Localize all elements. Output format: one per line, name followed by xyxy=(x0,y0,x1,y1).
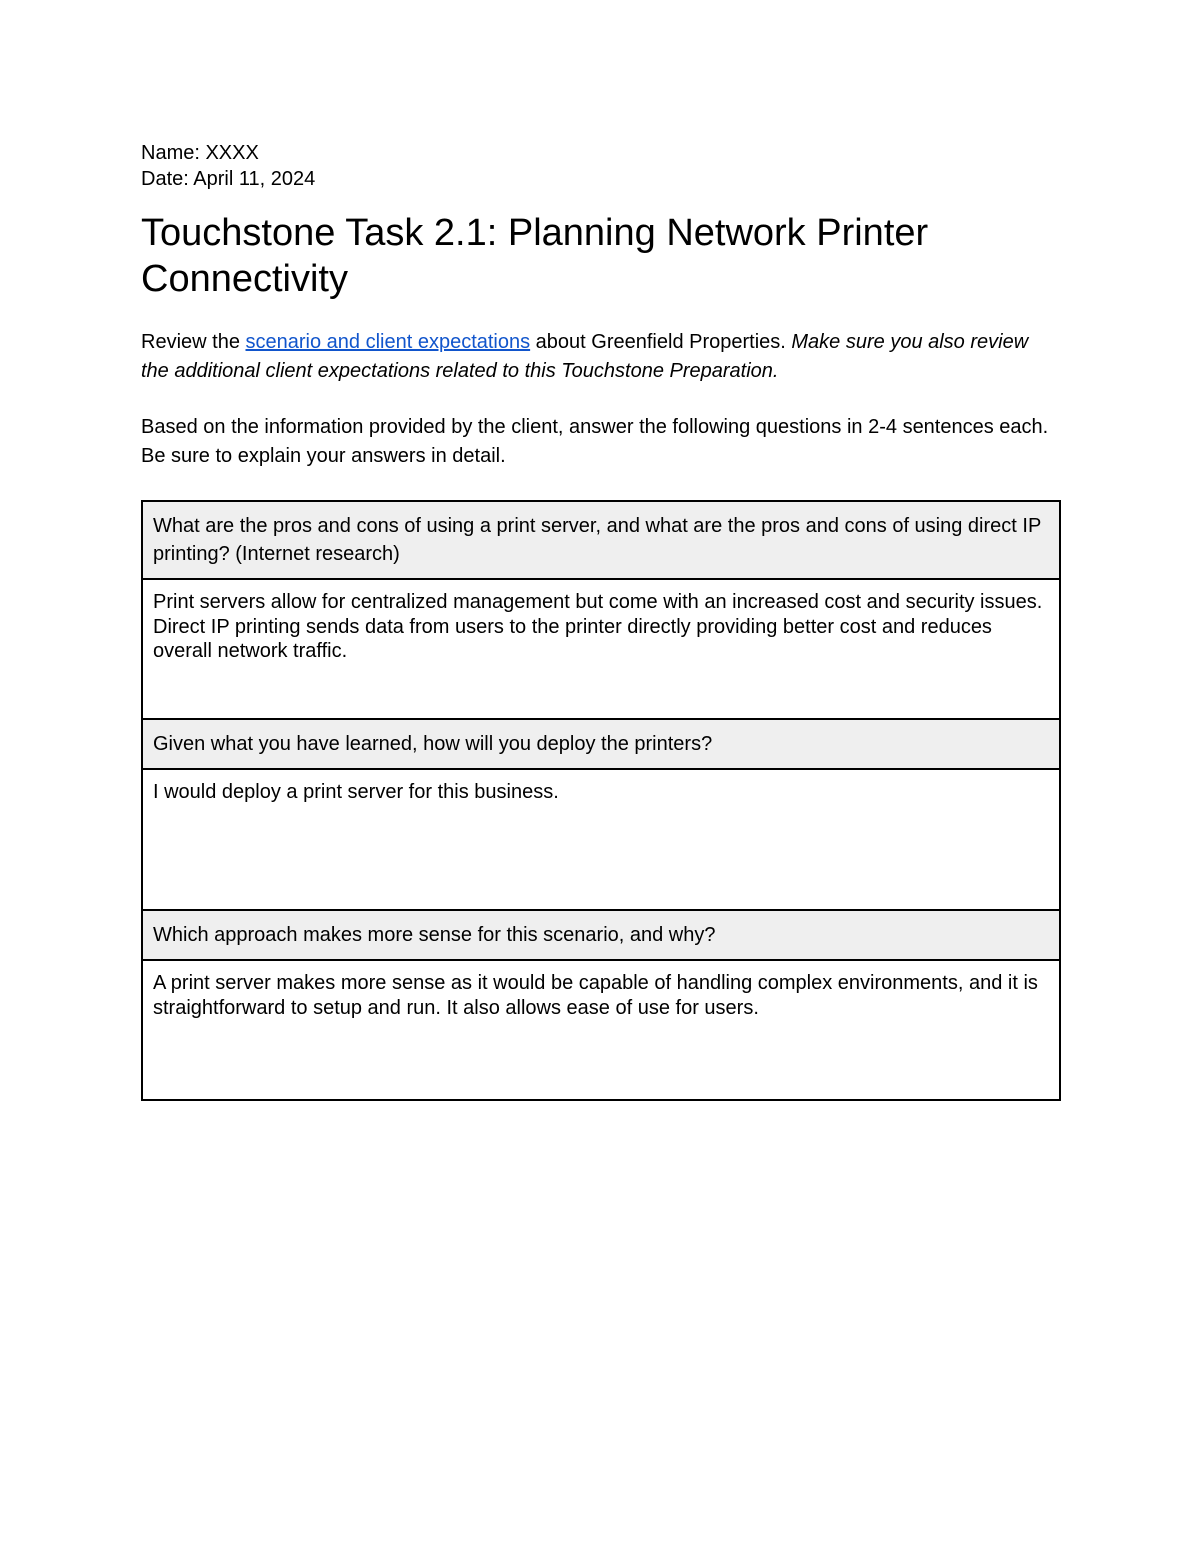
table-row xyxy=(142,501,1060,579)
intro-prefix: Review the xyxy=(141,331,246,353)
answer-1-cell[interactable]: Print servers allow for centralized management but come with an increased cost and security issues. Direct IP printing sends data from users to the printer directly providing better cost and reduces overall network traffic. xyxy=(142,579,1060,719)
instructions-paragraph: Based on the information provided by the client, answer the following questions in 2-4 sentences each. Be sure to explain your answers in detail. xyxy=(141,416,1049,467)
qa-table xyxy=(141,500,1061,1101)
answer-2-cell[interactable]: I would deploy a print server for this business. xyxy=(142,769,1060,910)
intro-suffix: about Greenfield Properties. xyxy=(530,331,792,353)
question-3-cell: Which approach makes more sense for this scenario, and why? xyxy=(142,910,1060,960)
intro-paragraph xyxy=(141,328,1061,385)
document-title: Touchstone Task 2.1: Planning Network Printer Connectivity xyxy=(141,212,929,300)
student-name: Name: XXXX xyxy=(141,142,259,164)
table-row xyxy=(142,719,1060,769)
table-row xyxy=(142,579,1060,719)
table-row xyxy=(142,960,1060,1100)
answer-3-cell[interactable]: A print server makes more sense as it would be capable of handling complex environments, and it is straightforward to setup and run. It also allows ease of use for users. xyxy=(142,960,1060,1100)
table-row xyxy=(142,769,1060,910)
submission-date: Date: April 11, 2024 xyxy=(141,168,316,190)
question-1-cell: What are the pros and cons of using a print server, and what are the pros and cons of using direct IP printing? (Internet research) xyxy=(142,501,1060,579)
scenario-link[interactable]: scenario and client expectations xyxy=(245,331,531,353)
question-2-cell: Given what you have learned, how will you deploy the printers? xyxy=(142,719,1060,769)
table-row xyxy=(142,910,1060,960)
intro-italic-note: Make sure you also review the additional client expectations related to this Touchstone Preparation. xyxy=(141,331,1029,382)
document-page xyxy=(141,140,1061,1101)
